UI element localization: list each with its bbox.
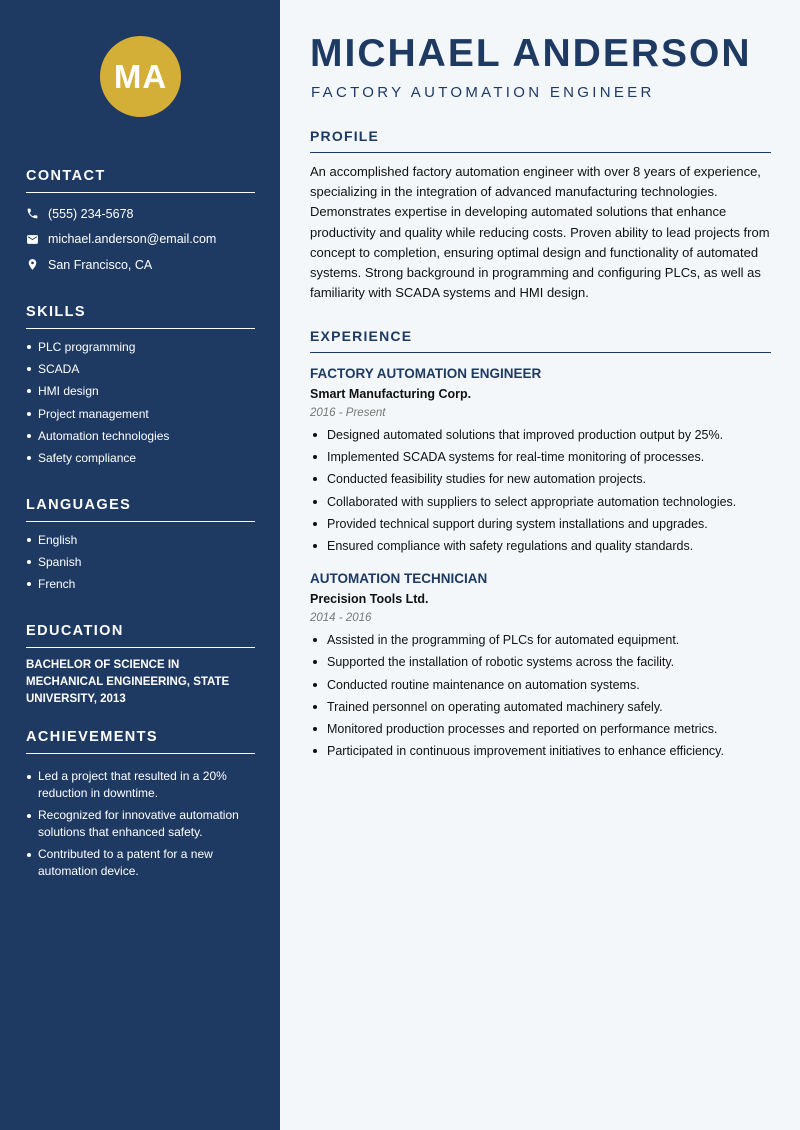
job-title: AUTOMATION TECHNICIAN [310,571,488,587]
job-bullet: Conducted routine maintenance on automation systems. [310,676,771,698]
achievements-section [26,729,255,885]
job-bullet: Trained personnel on operating automated machinery safely. [310,698,771,720]
location-text: San Francisco, CA [48,257,153,272]
skill-item: SCADA [26,360,255,382]
job-bullet: Monitored production processes and reported on performance metrics. [310,720,771,742]
education-heading: EDUCATION [26,623,255,648]
avatar [100,36,181,117]
email-icon [26,233,39,246]
phone-icon [26,207,39,220]
job-company: Precision Tools Ltd. [310,592,429,607]
education-degree: BACHELOR OF SCIENCE IN MECHANICAL ENGINEERING, STATE UNIVERSITY, 2013 [26,659,230,705]
job-bullets [310,631,771,764]
job-bullet: Ensured compliance with safety regulations and quality standards. [310,537,771,559]
achievements-list [26,768,255,880]
profile-section [310,128,771,303]
avatar-initials: MA [113,57,168,95]
skill-item: Automation technologies [26,427,255,449]
job-bullet: Collaborated with suppliers to select appropriate automation technologies. [310,493,771,515]
skills-heading: SKILLS [26,304,255,329]
experience-heading: EXPERIENCE [310,328,771,353]
contact-location [26,252,255,278]
job-dates: 2014 - 2016 [310,612,372,625]
phone-text: (555) 234-5678 [48,206,134,221]
languages-heading: LANGUAGES [26,497,255,522]
contact-section [26,168,255,278]
job-bullet: Implemented SCADA systems for real-time monitoring of processes. [310,448,771,470]
skills-list [26,338,255,471]
candidate-name: MICHAEL ANDERSON [310,32,752,75]
contact-phone [26,201,255,227]
job-bullet: Assisted in the programming of PLCs for automated equipment. [310,631,771,653]
profile-heading: PROFILE [310,128,771,153]
achievement-item: Led a project that resulted in a 20% reduction in downtime. [26,768,255,802]
job-dates: 2016 - Present [310,407,386,419]
achievement-item: Recognized for innovative automation solutions that enhanced safety. [26,807,255,841]
achievements-heading: ACHIEVEMENTS [26,729,255,754]
skill-item: PLC programming [26,338,255,360]
job-bullet: Designed automated solutions that improved production output by 25%. [310,426,771,448]
skill-item: Safety compliance [26,449,255,471]
job-company: Smart Manufacturing Corp. [310,387,472,401]
sidebar [0,0,280,1130]
language-item: English [26,531,255,553]
job-entry [310,366,771,559]
job-entry [310,571,771,764]
language-item: Spanish [26,553,255,575]
job-bullet: Participated in continuous improvement initiatives to enhance efficiency. [310,742,771,764]
languages-list [26,531,255,598]
contact-heading: CONTACT [26,168,255,193]
candidate-title: FACTORY AUTOMATION ENGINEER [311,84,655,101]
education-section [26,623,255,708]
job-title: FACTORY AUTOMATION ENGINEER [310,366,542,381]
skill-item: Project management [26,405,255,427]
profile-text: An accomplished factory automation engineer with over 8 years of experience, specializing in the integration of advanced manufacturing technologies. Demonstrates expertise in developing automated solutions that enhance productivity and quality while reducing costs. Proven ability to lead projects from concept to completion, ensuring optimal design and functionality of automated systems. Strong background in programming and configuring PLCs, as well as familiarity with SCADA systems and HMI design. [310,164,770,301]
skills-section [26,304,255,471]
contact-email [26,227,255,253]
skill-item: HMI design [26,382,255,404]
job-bullet: Provided technical support during system installations and upgrades. [310,515,771,537]
job-bullets [310,426,771,559]
location-pin-icon [26,258,39,271]
email-text: michael.anderson@email.com [48,232,217,247]
languages-section [26,497,255,598]
job-bullet: Supported the installation of robotic systems across the facility. [310,653,771,675]
language-item: French [26,575,255,597]
achievement-item: Contributed to a patent for a new automation device. [26,846,255,880]
experience-section [310,328,771,764]
job-bullet: Conducted feasibility studies for new automation projects. [310,470,771,492]
